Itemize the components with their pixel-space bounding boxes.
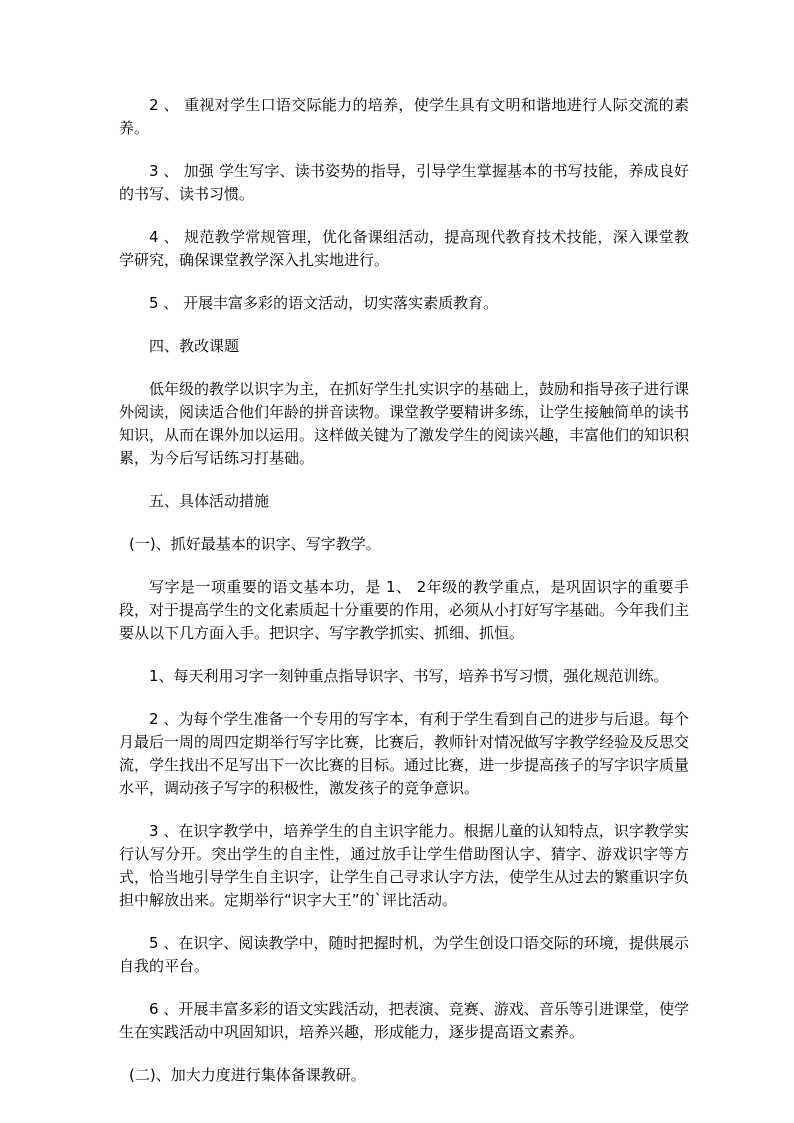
document-body xyxy=(119,94,689,1107)
paragraph-item-2: 2 、 重视对学生口语交际能力的培养，使学生具有文明和谐地进行人际交流的素养。 xyxy=(119,96,689,137)
section-heading-4: 四、教改课题 xyxy=(149,337,240,355)
subsection-heading-1: (一)、抓好最基本的识字、写字教学。 xyxy=(129,535,381,553)
paragraph-measure-5: 5 、在识字、阅读教学中，随时把握时机，为学生创设口语交际的环境，提供展示自我的平台。 xyxy=(119,934,689,975)
paragraph-reform-topic: 低年级的教学以识字为主，在抓好学生扎实识字的基础上，鼓励和指导孩子进行课外阅读，阅读适合他们年龄的拼音读物。课堂教学要精讲多练，让学生接触简单的读书知识，从而在课外加以运用。这样做关键为了激发学生的阅读兴趣，丰富他们的知识积累，为今后写话练习打基础。 xyxy=(119,380,690,467)
paragraph-writing-basics: 写字是一项重要的语文基本功，是 1、 2年级的教学重点，是巩固识字的重要手段，对于提高学生的文化素质起十分重要的作用，必须从小打好写字基础。今年我们主要从以下几方面入手。把识字、写字教学抓实、抓细、抓恒。 xyxy=(119,578,690,642)
paragraph-measure-6: 6 、开展丰富多彩的语文实践活动，把表演、竞赛、游戏、音乐等引进课堂，使学生在实践活动中巩固知识，培养兴趣，形成能力，逐步提高语文素养。 xyxy=(119,1000,689,1041)
paragraph-item-4: 4 、 规范教学常规管理，优化备课组活动，提高现代教育技术技能，深入课堂教学研究，确保课堂教学深入扎实地进行。 xyxy=(119,228,689,269)
paragraph-measure-3: 3 、在识字教学中，培养学生的自主识字能力。根据儿童的认知特点，识字教学实行认写分开。突出学生的自主性，通过放手让学生借助图认字、猜字、游戏识字等方式，恰当地引导学生自主识字，让学生自己寻求认字方法，使学生从过去的繁重识字负担中解放出来。定期举行“识字大王”的`评比活动。 xyxy=(119,822,690,909)
subsection-heading-2: (二)、加大力度进行集体备课教研。 xyxy=(129,1066,366,1084)
paragraph-item-5: 5 、 开展丰富多彩的语文活动，切实落实素质教育。 xyxy=(149,294,499,312)
paragraph-item-3: 3 、 加强 学生写字、读书姿势的指导，引导学生掌握基本的书写技能，养成良好的书写、读书习惯。 xyxy=(119,162,689,203)
paragraph-measure-1: 1、每天利用习字一刻钟重点指导识字、书写，培养书写习惯，强化规范训练。 xyxy=(149,667,669,685)
section-heading-5: 五、具体活动措施 xyxy=(149,492,270,510)
paragraph-measure-2: 2 、为每个学生准备一个专用的写字本，有利于学生看到自己的进步与后退。每个月最后一周的周四定期举行写字比赛，比赛后，教师针对情况做写字教学经验及反思交流，学生找出不足写出下一次比赛的目标。通过比赛，进一步提高孩子的写字识字质量水平，调动孩子写字的积极性，激发孩子的竞争意识。 xyxy=(119,710,690,797)
